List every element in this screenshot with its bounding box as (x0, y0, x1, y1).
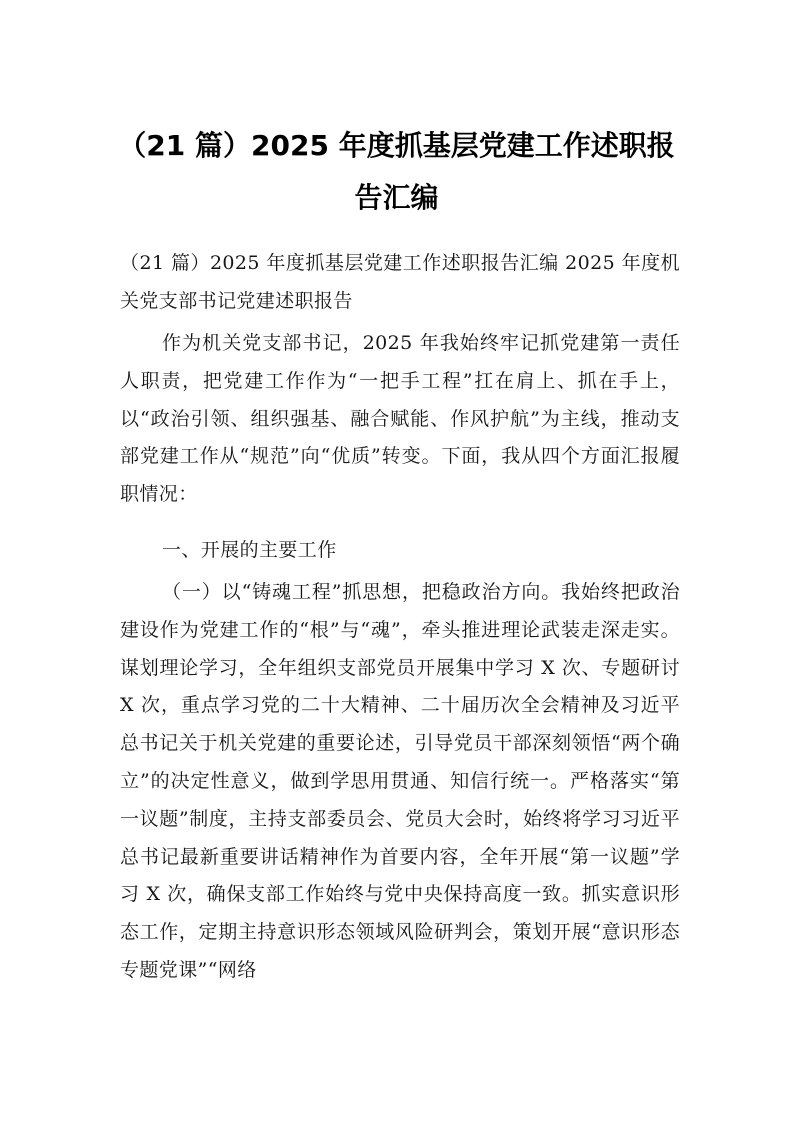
intro-paragraph: （21 篇）2025 年度抓基层党建工作述职报告汇编 2025 年度机关党支部书记党建述职报告 (120, 252, 680, 312)
document-title: （21 篇）2025 年度抓基层党建工作述职报告汇编 (118, 129, 675, 214)
opening-paragraph: 作为机关党支部书记，2025 年我始终牢记抓党建第一责任人职责，把党建工作作为“一把手工程”扛在肩上、抓在手上，以“政治引领、组织强基、融合赋能、作风护航”为主线，推动支部党建工作从“规范”向“优质”转变。下面，我从四个方面汇报履职情况： (120, 332, 680, 506)
section-one-paragraph: （一）以“铸魂工程”抓思想，把稳政治方向。我始终把政治建设作为党建工作的“根”与“魂”，牵头推进理论武装走深走实。谋划理论学习，全年组织支部党员开展集中学习 X 次、专题研讨 X 次，重点学习党的二十大精神、二十届历次全会精神及习近平总书记关于机关党建的重要论述，引导党员干部深刻领悟“两个确立”的决定性意义，做到学思用贯通、知信行统一。严格落实“第一议题”制度，主持支部委员会、党员大会时，始终将学习习近平总书记最新重要讲话精神作为首要内容，全年开展“第一议题”学习 X 次，确保支部工作始终与党中央保持高度一致。抓实意识形态工作，定期主持意识形态领域风险研判会，策划开展“意识形态专题党课”“网络 (120, 581, 680, 981)
section-heading: 一、开展的主要工作 (162, 539, 337, 561)
